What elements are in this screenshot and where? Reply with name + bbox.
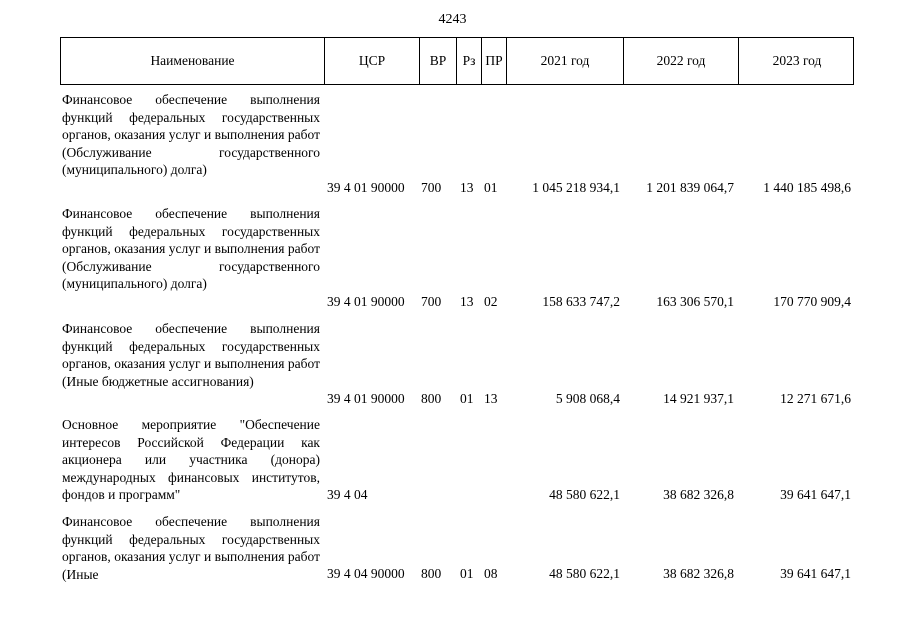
row-vr: 700 xyxy=(421,294,442,309)
row-pr: 08 xyxy=(484,566,498,581)
header-csr: ЦСР xyxy=(325,38,420,84)
row-2023: 39 641 647,1 xyxy=(780,566,851,581)
header-year-2021: 2021 год xyxy=(507,38,624,84)
row-2022: 14 921 937,1 xyxy=(663,391,734,406)
header-pr: ПР xyxy=(482,38,507,84)
table-row xyxy=(60,416,854,508)
row-vr: 800 xyxy=(421,391,442,406)
row-2023: 170 770 909,4 xyxy=(773,294,851,309)
header-vr: ВР xyxy=(420,38,457,84)
row-csr: 39 4 01 90000 xyxy=(327,391,405,406)
row-pr: 01 xyxy=(484,180,498,195)
row-csr: 39 4 01 90000 xyxy=(327,180,405,195)
row-2021: 48 580 622,1 xyxy=(549,566,620,581)
row-pr: 13 xyxy=(484,391,498,406)
row-rz: 01 xyxy=(460,566,474,581)
row-2022: 38 682 326,8 xyxy=(663,487,734,502)
row-vr: 700 xyxy=(421,180,442,195)
row-name: Финансовое обеспечение выполнения функций федеральных государственных органов, оказания услуг и выполнения работ (Иные бюджетные ассигнования) xyxy=(62,321,320,389)
row-name: Финансовое обеспечение выполнения функций федеральных государственных органов, оказания услуг и выполнения работ (Обслуживание государственного (муниципального) долга) xyxy=(62,206,320,292)
row-rz: 13 xyxy=(460,294,474,309)
row-2021: 158 633 747,2 xyxy=(542,294,620,309)
row-name: Финансовое обеспечение выполнения функций федеральных государственных органов, оказания услуг и выполнения работ (Обслуживание государственного (муниципального) долга) xyxy=(62,92,320,178)
row-2021: 48 580 622,1 xyxy=(549,487,620,502)
table-row xyxy=(60,513,854,588)
row-csr: 39 4 01 90000 xyxy=(327,294,405,309)
row-name: Финансовое обеспечение выполнения функций федеральных государственных органов, оказания услуг и выполнения работ (Иные xyxy=(62,514,320,582)
row-2023: 1 440 185 498,6 xyxy=(763,180,851,195)
header-year-2022: 2022 год xyxy=(624,38,739,84)
row-rz: 13 xyxy=(460,180,474,195)
row-rz: 01 xyxy=(460,391,474,406)
row-2021: 1 045 218 934,1 xyxy=(532,180,620,195)
header-name: Наименование xyxy=(61,38,325,84)
row-2023: 12 271 671,6 xyxy=(780,391,851,406)
header-year-2023: 2023 год xyxy=(772,53,822,68)
row-2023: 39 641 647,1 xyxy=(780,487,851,502)
row-2022: 38 682 326,8 xyxy=(663,566,734,581)
row-csr: 39 4 04 xyxy=(327,487,368,502)
table-row xyxy=(60,205,854,315)
page-number: 4243 xyxy=(438,12,467,27)
table-row xyxy=(60,320,854,412)
table-row xyxy=(60,91,854,201)
row-name: Основное мероприятие "Обеспечение интересов Российской Федерации как акционера или участника (донора) международных финансовых институтов, фондов и программ" xyxy=(62,417,320,503)
row-2022: 1 201 839 064,7 xyxy=(646,180,734,195)
table-header xyxy=(60,37,854,85)
row-2021: 5 908 068,4 xyxy=(555,391,620,406)
header-rz: Рз xyxy=(457,38,482,84)
row-vr: 800 xyxy=(421,566,442,581)
row-csr: 39 4 04 90000 xyxy=(327,566,405,581)
row-pr: 02 xyxy=(484,294,498,309)
row-2022: 163 306 570,1 xyxy=(656,294,734,309)
